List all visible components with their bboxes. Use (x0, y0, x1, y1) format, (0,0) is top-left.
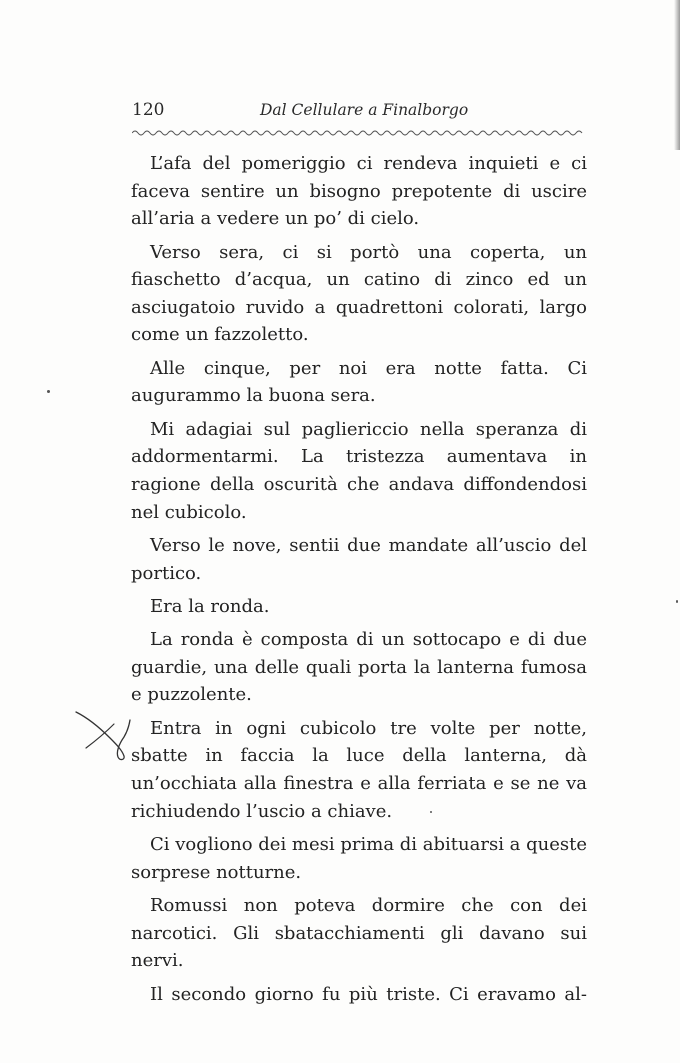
page-number: 120 (132, 100, 165, 120)
page-edge-shadow (674, 0, 680, 150)
wavy-rule-ornament (132, 128, 584, 138)
paragraph-8: Entra in ogni cubicolo tre volte per notte, sbatte in faccia la luce della lanterna, dà un’occhiata alla finestra e alla ferriata e se ne va richiudendo l’uscio a chiave. (131, 717, 587, 822)
paragraph-6: Era la ronda. (150, 595, 270, 617)
paragraph-2: Verso sera, ci si portò una coperta, un fiaschetto d’acqua, un catino di zinco ed un asciugatoio ruvido a quadrettoni colorati, largo come un fazzoletto. (131, 241, 587, 346)
print-speck (430, 811, 432, 813)
handwritten-margin-mark (74, 704, 132, 762)
print-speck (47, 390, 50, 393)
print-speck (676, 600, 678, 603)
paragraph-1: L’afa del pomeriggio ci rendeva inquieti e ci faceva sentire un bisogno prepotente di uscire all’aria a vedere un po’ di cielo. (131, 153, 587, 230)
paragraph-7: La ronda è composta di un sottocapo e di due guardie, una delle quali porta la lanterna fumosa e puzzolente. (131, 629, 587, 706)
paragraph-4: Mi adagiai sul pagliericcio nella speranza di addormentarmi. La tristezza aumentava in ragione della oscurità che andava diffondendosi nel cubicolo. (131, 418, 587, 523)
paragraph-10: Romussi non poteva dormire che con dei narcotici. Gli sbatacchiamenti gli davano sui nervi. (131, 895, 587, 972)
page-header (132, 100, 584, 126)
running-title: Dal Cellulare a Finalborgo (260, 101, 469, 119)
paragraph-11: Il secondo giorno fu più triste. Ci eravamo al- (150, 983, 587, 1005)
paragraph-9: Ci vogliono dei mesi prima di abituarsi a queste sorprese notturne. (131, 834, 588, 883)
paragraph-3: Alle cinque, per noi era notte fatta. Ci augurammo la buona sera. (131, 357, 587, 407)
paragraph-5: Verso le nove, sentii due mandate all’uscio del portico. (131, 534, 587, 584)
body-text (131, 150, 587, 1014)
